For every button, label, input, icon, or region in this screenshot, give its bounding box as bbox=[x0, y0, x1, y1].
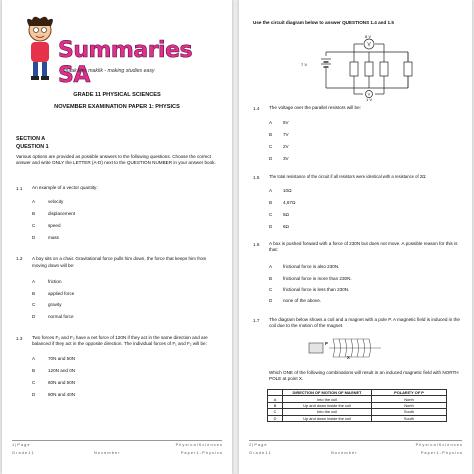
footer-subject: P h y s i c a l S c i e n c e s bbox=[175, 442, 222, 447]
footer-page: 2 | P a g e bbox=[249, 442, 267, 447]
option-text: 120N and 0N bbox=[48, 368, 76, 373]
option-letter: D bbox=[269, 224, 273, 229]
table-cell: North bbox=[372, 396, 447, 402]
circuit-bottom-label: 1 V bbox=[366, 97, 373, 102]
footer-rule bbox=[249, 440, 462, 441]
circuit-diagram bbox=[314, 34, 434, 98]
table-cell: Into the coil bbox=[283, 396, 372, 402]
table-cell: C bbox=[268, 409, 283, 415]
option-letter: B bbox=[32, 368, 36, 373]
option-text: 3V bbox=[283, 156, 289, 161]
option-text: normal force bbox=[48, 314, 74, 319]
exam-title: NOVEMBER EXAMINATION PAPER 1: PHYSICS bbox=[54, 104, 180, 110]
option-text: displacement bbox=[48, 211, 76, 216]
logo-brand-text: Summaries SA bbox=[58, 38, 193, 88]
table-header: POLARITY OF P bbox=[372, 390, 447, 396]
option-text: frictional force is also 230N. bbox=[283, 264, 340, 269]
q1-5-number: 1.5 bbox=[253, 175, 260, 180]
grade-title: GRADE 11 PHYSICAL SCIENCES bbox=[73, 92, 161, 98]
option-text: 60N and 60N bbox=[48, 380, 76, 385]
footer-month: N o v e m b e r bbox=[331, 450, 357, 455]
table-cell: Up and down inside the coil bbox=[283, 402, 372, 408]
option-text: gravity bbox=[48, 302, 62, 307]
table-cell: A bbox=[268, 396, 283, 402]
footer-paper: P a p e r 1 - P h y s i c s bbox=[420, 450, 462, 455]
option-letter: A bbox=[269, 120, 273, 125]
table-cell: South bbox=[372, 409, 447, 415]
footer-page: 1 | P a g e bbox=[12, 442, 30, 447]
option-text: 80N and 40N bbox=[48, 392, 76, 397]
option-text: 6Ω bbox=[283, 224, 289, 229]
q1-2-text: A boy sits on a chair. Gravitational force pulls him down, the force that keeps him from moving down will be: bbox=[32, 256, 207, 269]
footer-paper: P a p e r 1 - P h y s i c s bbox=[180, 450, 222, 455]
option-text: 7V bbox=[283, 132, 289, 137]
q1-1-number: 1.1 bbox=[16, 186, 23, 191]
question-heading: QUESTION 1 bbox=[16, 144, 49, 150]
option-letter: A bbox=[32, 279, 36, 284]
option-text: frictional force is less than 230N. bbox=[283, 287, 350, 292]
option-letter: C bbox=[32, 380, 36, 385]
option-text: speed bbox=[48, 223, 61, 228]
q1-7-number: 1.7 bbox=[253, 318, 260, 323]
option-text: 4,67Ω bbox=[283, 200, 296, 205]
q1-3-number: 1.3 bbox=[16, 336, 23, 341]
option-letter: A bbox=[269, 264, 273, 269]
footer-subject: P h y s i c a l S c i e n c e s bbox=[415, 442, 462, 447]
table-cell: Into the coil bbox=[283, 409, 372, 415]
option-text: none of the above. bbox=[283, 298, 322, 303]
q1-4-text: The voltage over the parallel resistors will be: bbox=[269, 105, 361, 110]
page-2 bbox=[239, 0, 472, 474]
option-text: 5Ω bbox=[283, 212, 289, 217]
magnet-table bbox=[267, 389, 447, 422]
q1-7-text: The diagram below shows a coil and a magnet with a pole P. A magnetic field is induced in the coil due to the motion of the magnet. bbox=[269, 317, 460, 329]
option-letter: A bbox=[269, 188, 273, 193]
option-letter: D bbox=[32, 392, 36, 397]
option-text: 2V bbox=[283, 144, 289, 149]
mascot-icon bbox=[20, 14, 60, 84]
option-letter: C bbox=[269, 212, 273, 217]
table-header: DIRECTION OF MOTION OF MAGNET bbox=[283, 390, 372, 396]
summaries-sa-logo bbox=[20, 12, 193, 92]
q1-4-number: 1.4 bbox=[253, 106, 260, 111]
option-text: applied force bbox=[48, 291, 75, 296]
svg-text:V: V bbox=[367, 41, 371, 48]
q1-6-number: 1.6 bbox=[253, 242, 260, 247]
option-letter: C bbox=[32, 302, 36, 307]
q1-5-text: The total resistance of the circuit if all resistors were identical with a resistance of 2Ω: bbox=[269, 174, 427, 179]
q1-7-text-2: Which ONE of the following combinations will result in an induced magnetic field with NORTH POLE at point X. bbox=[269, 370, 459, 382]
table-cell: D bbox=[268, 415, 283, 421]
pole-label: P bbox=[325, 341, 328, 346]
option-letter: B bbox=[32, 291, 36, 296]
option-text: mass bbox=[48, 235, 59, 240]
table-cell: Up and down inside the coil bbox=[283, 415, 372, 421]
option-letter: D bbox=[32, 235, 36, 240]
footer-grade: G r a d e 1 1 bbox=[12, 450, 34, 455]
option-letter: A bbox=[32, 356, 36, 361]
table-cell: North bbox=[372, 402, 447, 408]
option-letter: B bbox=[269, 132, 273, 137]
page-1 bbox=[2, 0, 232, 474]
svg-text:V: V bbox=[367, 91, 371, 97]
q1-3-text: Two forces F₁ and F₂ have a net force of 120N if they act in the same direction and are balanced if they act in the opposite direction. The individual forces of F₁ and F₂ will be: bbox=[32, 335, 208, 347]
option-letter: B bbox=[32, 211, 36, 216]
option-text: 10Ω bbox=[283, 188, 292, 193]
option-letter: B bbox=[269, 276, 273, 281]
option-text: frictional force is more than 230N. bbox=[283, 276, 352, 281]
circuit-left-label: 7 V bbox=[301, 62, 308, 67]
table-header-row bbox=[268, 390, 447, 396]
q1-6-text: A box is pushed forward with a force of 230N but does not move. A possible reason for this is that: bbox=[269, 241, 458, 253]
option-letter: C bbox=[269, 287, 273, 292]
table-cell: B bbox=[268, 402, 283, 408]
point-x-label: X bbox=[347, 355, 350, 360]
table-row bbox=[268, 415, 447, 421]
option-letter: B bbox=[269, 200, 273, 205]
circuit-top-label: 8 V bbox=[365, 34, 372, 39]
footer-month: N o v e m b e r bbox=[94, 450, 120, 455]
option-text: friction bbox=[48, 279, 62, 284]
option-letter: A bbox=[32, 199, 36, 204]
section-heading: SECTION A bbox=[16, 136, 46, 142]
option-letter: D bbox=[269, 298, 273, 303]
option-letter: D bbox=[269, 156, 273, 161]
logo-tagline: maak leer maklik - making studies easy bbox=[64, 68, 155, 74]
option-letter: D bbox=[32, 314, 36, 319]
q1-1-text: An example of a vector quantity: bbox=[32, 185, 98, 190]
instructions-text: Various options are provided as possible answers to the following questions. Choose the correct answer and write ONLY the LETTER (A-D) next to the QUESTION NUMBER in your answer book. bbox=[16, 154, 216, 166]
option-text: 70N and 50N bbox=[48, 356, 76, 361]
q1-2-number: 1.2 bbox=[16, 256, 23, 261]
option-letter: C bbox=[269, 144, 273, 149]
option-text: 5V bbox=[283, 120, 289, 125]
circuit-intro: Use the circuit diagram below to answer QUESTIONS 1.4 and 1.5 bbox=[253, 20, 394, 25]
option-text: velocity bbox=[48, 199, 64, 204]
option-letter: C bbox=[32, 223, 36, 228]
footer-rule bbox=[12, 440, 222, 441]
table-cell: South bbox=[372, 415, 447, 421]
footer-grade: G r a d e 1 1 bbox=[249, 450, 271, 455]
